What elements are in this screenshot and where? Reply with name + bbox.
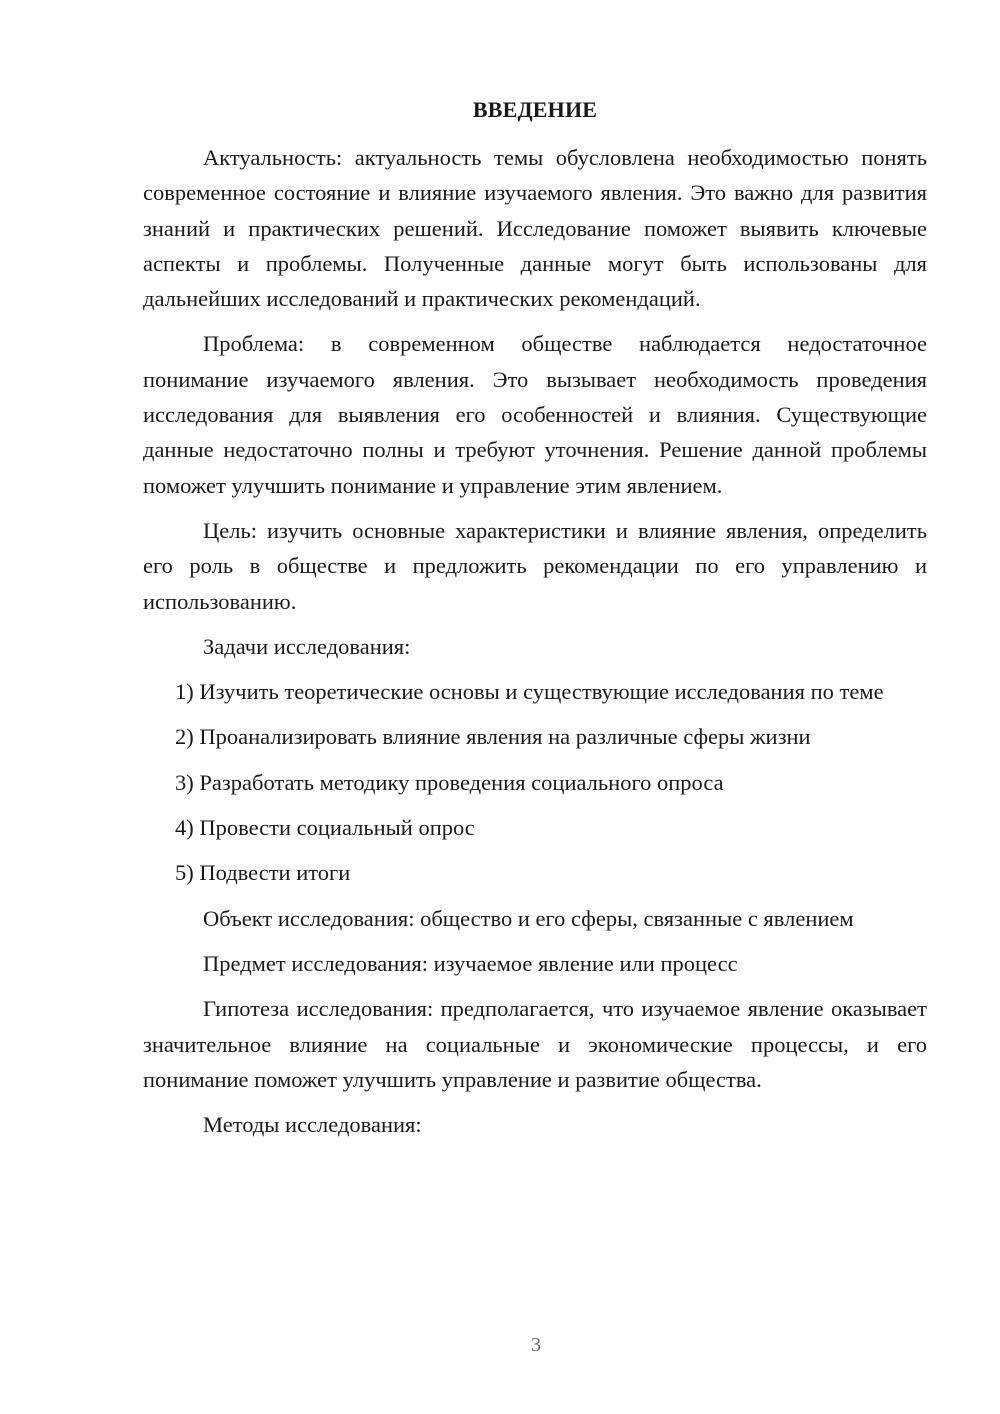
goal-paragraph: Цель: изучить основные характеристики и влияние явления, определить его роль в обществе и предложить рекомендации по его управлению и использованию.: [143, 517, 927, 614]
page-content: [143, 92, 927, 1152]
section-heading: ВВЕДЕНИЕ: [472, 97, 598, 122]
hypothesis-paragraph: Гипотеза исследования: предполагается, что изучаемое явление оказывает значительное влияние на социальные и экономические процессы, и его понимание поможет улучшить управление и развитие общества.: [143, 996, 927, 1092]
task-item-2: 2) Проанализировать влияние явления на различные сферы жизни: [175, 724, 811, 750]
page-number: 3: [531, 1334, 541, 1356]
tasks-label: Задачи исследования:: [203, 633, 411, 659]
object-paragraph: Объект исследования: общество и его сферы, связанные с явлением: [203, 905, 854, 931]
task-item-3: 3) Разработать методику проведения социального опроса: [175, 769, 724, 795]
relevance-paragraph: Актуальность: актуальность темы обусловлена необходимостью понять современное состояние и влияние изучаемого явления. Это важно для развития знаний и практических решений. Исследование поможет выявить ключевые аспекты и проблемы. Полученные данные могут быть использованы для дальнейших исследований и практических рекомендаций.: [143, 145, 927, 312]
task-item-4: 4) Провести социальный опрос: [175, 815, 475, 841]
problem-paragraph: Проблема: в современном обществе наблюдается недостаточное понимание изучаемого явления. Это вызывает необходимость проведения исследования для выявления его особенностей и влияния. Существующие данные недостаточно полны и требуют уточнения. Решение данной проблемы поможет улучшить понимание и управление этим явлением.: [143, 331, 927, 498]
task-item-1: 1) Изучить теоретические основы и существующие исследования по теме: [175, 679, 884, 705]
subject-paragraph: Предмет исследования: изучаемое явление или процесс: [203, 950, 738, 976]
task-item-5: 5) Подвести итоги: [175, 860, 351, 886]
methods-label: Методы исследования:: [203, 1112, 422, 1138]
